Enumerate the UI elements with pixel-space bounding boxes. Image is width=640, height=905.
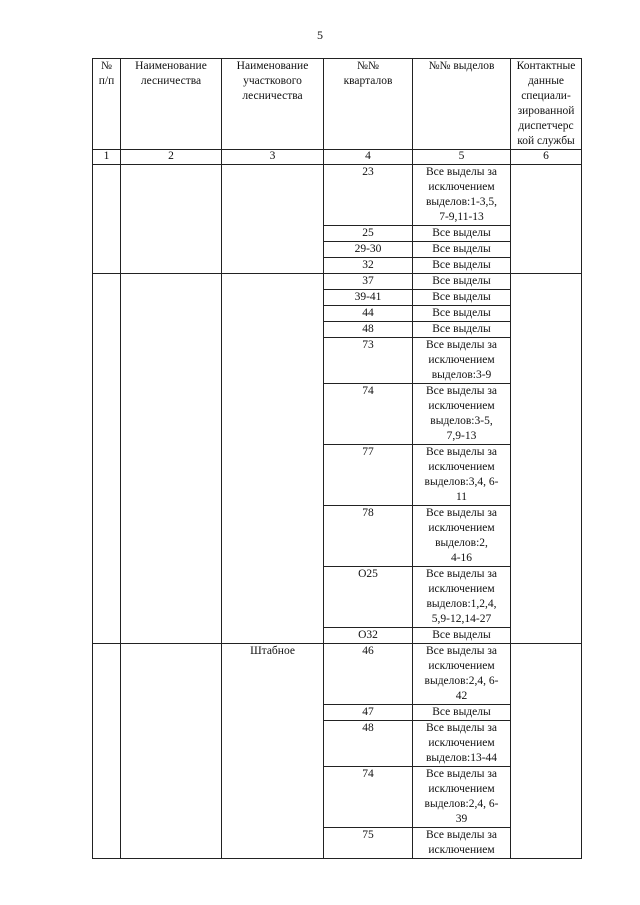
cell-vydely: Все выделы за исключением <box>413 828 511 859</box>
cell-kvartal: 46 <box>324 644 413 705</box>
cell-kvartal: 29-30 <box>324 242 413 258</box>
cell-vydely: Все выделы за исключением выделов:2,4, 6- 39 <box>413 767 511 828</box>
column-number-row <box>93 150 582 165</box>
cell-contacts <box>511 165 582 274</box>
cell-kvartal: О25 <box>324 567 413 628</box>
cell-lesnichestvo <box>121 165 222 274</box>
cell-vydely: Все выделы <box>413 322 511 338</box>
column-number-cell: 3 <box>222 150 324 165</box>
cell-kvartal: 73 <box>324 338 413 384</box>
cell-kvartal: О32 <box>324 628 413 644</box>
page-number: 5 <box>317 28 323 42</box>
cell-kvartal: 47 <box>324 705 413 721</box>
cell-lesnichestvo <box>121 644 222 859</box>
table-body <box>93 150 582 859</box>
cell-vydely: Все выделы за исключением выделов:2,4, 6- 42 <box>413 644 511 705</box>
column-number-cell: 6 <box>511 150 582 165</box>
cell-kvartal: 48 <box>324 721 413 767</box>
cell-vydely: Все выделы <box>413 274 511 290</box>
cell-vydely: Все выделы за исключением выделов:2, 4-16 <box>413 506 511 567</box>
cell-number <box>93 274 121 644</box>
cell-vydely: Все выделы за исключением выделов:1-3,5, 7-9,11-13 <box>413 165 511 226</box>
cell-kvartal: 48 <box>324 322 413 338</box>
cell-vydely: Все выделы <box>413 628 511 644</box>
cell-vydely: Все выделы <box>413 705 511 721</box>
cell-number <box>93 644 121 859</box>
cell-vydely: Все выделы <box>413 242 511 258</box>
cell-kvartal: 37 <box>324 274 413 290</box>
cell-uchastkovoe: Штабное <box>222 644 324 859</box>
column-number-cell: 5 <box>413 150 511 165</box>
cell-vydely: Все выделы за исключением выделов:1,2,4, 5,9-12,14-27 <box>413 567 511 628</box>
cell-kvartal: 74 <box>324 767 413 828</box>
cell-kvartal: 39-41 <box>324 290 413 306</box>
cell-kvartal: 74 <box>324 384 413 445</box>
column-number-cell: 2 <box>121 150 222 165</box>
cell-vydely: Все выделы за исключением выделов:3-9 <box>413 338 511 384</box>
table-row <box>93 165 582 226</box>
cell-vydely: Все выделы <box>413 290 511 306</box>
cell-vydely: Все выделы за исключением выделов:13-44 <box>413 721 511 767</box>
header-cell: №№ кварталов <box>324 59 413 150</box>
cell-contacts <box>511 644 582 859</box>
cell-kvartal: 77 <box>324 445 413 506</box>
cell-kvartal: 25 <box>324 226 413 242</box>
table-row <box>93 644 582 705</box>
cell-uchastkovoe <box>222 165 324 274</box>
header-cell: Контактные данные специали- зированной диспетчерс кой службы <box>511 59 582 150</box>
cell-uchastkovoe <box>222 274 324 644</box>
column-number-cell: 4 <box>324 150 413 165</box>
column-number-cell: 1 <box>93 150 121 165</box>
cell-contacts <box>511 274 582 644</box>
cell-kvartal: 23 <box>324 165 413 226</box>
header-cell: № п/п <box>93 59 121 150</box>
cell-number <box>93 165 121 274</box>
header-cell: Наименование лесничества <box>121 59 222 150</box>
cell-vydely: Все выделы за исключением выделов:3,4, 6- 11 <box>413 445 511 506</box>
cell-kvartal: 32 <box>324 258 413 274</box>
cell-vydely: Все выделы <box>413 306 511 322</box>
header-cell: №№ выделов <box>413 59 511 150</box>
header-row <box>93 59 582 150</box>
cell-kvartal: 44 <box>324 306 413 322</box>
cell-vydely: Все выделы <box>413 226 511 242</box>
header-cell: Наименование участкового лесничества <box>222 59 324 150</box>
cell-kvartal: 75 <box>324 828 413 859</box>
forestry-table <box>92 58 582 859</box>
cell-kvartal: 78 <box>324 506 413 567</box>
cell-vydely: Все выделы <box>413 258 511 274</box>
cell-lesnichestvo <box>121 274 222 644</box>
table-row <box>93 274 582 290</box>
cell-vydely: Все выделы за исключением выделов:3-5, 7,9-13 <box>413 384 511 445</box>
